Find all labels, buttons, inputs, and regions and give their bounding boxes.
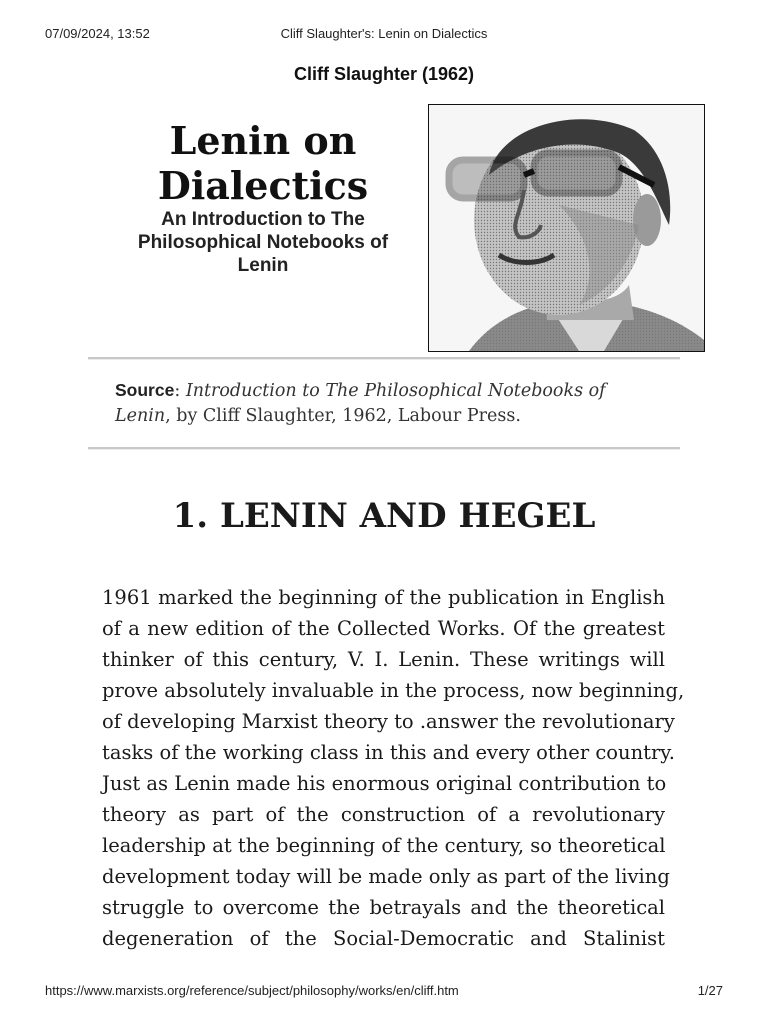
main-title-line-2: Dialectics [157,163,369,208]
body-line: 1961 marked the beginning of the publication in English [102,586,665,609]
body-line: degeneration of the Social-Democratic and Stalinist [102,927,665,950]
subtitle-line-2: Philosophical Notebooks of [137,232,389,253]
source-details: , by Cliff Slaughter, 1962, Labour Press. [165,406,521,426]
body-line: of a new edition of the Collected Works. Of the greatest [102,617,665,640]
author-portrait [428,104,705,352]
body-line: prove absolutely invaluable in the process, now beginning, [102,679,685,702]
body-line: struggle to overcome the betrayals and the theoretical [102,896,665,919]
print-url: https://www.marxists.org/reference/subject/philosophy/works/en/cliff.htm [45,983,459,998]
body-line: Just as Lenin made his enormous original contribution to [102,772,667,795]
main-title [108,118,418,208]
source-work-title-end: Lenin [115,406,166,426]
print-footer [0,983,768,999]
source-label: Source [115,380,175,400]
source-colon: : [174,381,181,401]
bottom-divider [88,447,680,450]
body-paragraph [102,582,685,954]
page-number: 1/27 [697,983,723,998]
title-block [108,118,418,277]
body-line: theory as part of the construction of a revolutionary [102,803,665,826]
body-line: development today will be made only as part of the living [102,865,670,888]
print-datetime: 07/09/2024, 13:52 [45,26,150,41]
top-divider [88,357,680,360]
print-header [0,26,768,42]
body-line: leadership at the beginning of the century, so theoretical [102,834,666,857]
source-work-title: Introduction to The Philosophical Notebooks of [185,381,606,401]
body-line: thinker of this century, V. I. Lenin. These writings will [102,648,665,671]
author-portrait-icon [429,105,704,351]
print-doc-title: Cliff Slaughter's: Lenin on Dialectics [280,26,488,41]
subtitle-line-3: Lenin [237,255,289,276]
chapter-heading: 1. LENIN AND HEGEL [172,496,596,536]
body-line: of developing Marxist theory to .answer the revolutionary [102,710,675,733]
main-title-line-1: Lenin on [169,118,357,163]
subtitle-line-1: An Introduction to The [161,209,365,230]
body-line: tasks of the working class in this and every other country. [102,741,675,764]
subtitle [108,208,418,277]
author-line: Cliff Slaughter (1962) [293,64,475,84]
source-note [115,378,655,429]
